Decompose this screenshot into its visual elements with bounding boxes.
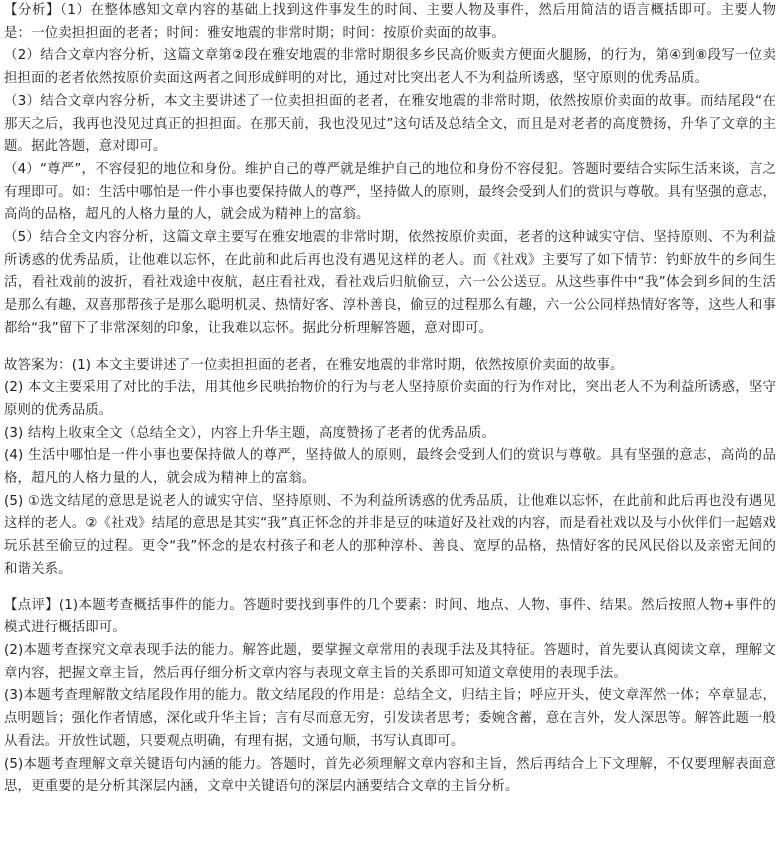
comment-paragraph-1 [4, 595, 776, 640]
section-divider [4, 341, 776, 355]
analysis-text-1: （1）在整体感知文章内容的基础上找到这件事发生的时间、主要人物及事件，然后用简洁的语言概括即可。主要人物是：一位卖担担面的老者；时间：雅安地震的非常时期；时间：按原价卖面的故事。 [4, 3, 776, 41]
answer-paragraph-3: (3) 结构上收束全文（总结全文），内容上升华主题，高度赞扬了老者的优秀品质。 [4, 425, 496, 441]
analysis-section [4, 0, 776, 341]
comment-paragraph-4: (5)本题考查理解文章关键语句内涵的能力。答题时，首先必须理解文章内容和主旨，然后再结合上下文理解，不仅要理解表面意思，更重要的是分析其深层内涵，文章中关键语句的深层内涵要结合文章的主旨分析。 [4, 756, 776, 795]
answer-paragraph-4: (4) 生活中哪怕是一件小事也要保持做人的尊严，坚持做人的原则，最终会受到人们的赏识与尊敬。具有坚强的意志，高尚的品格，超凡的人格力量的人，就会成为精神上的富翁。 [4, 448, 776, 487]
analysis-paragraph-5: （5）结合全文内容分析，这篇文章主要写在雅安地震的非常时期，依然按原价卖面，老者的这种诚实守信、坚持原则、不为利益所诱惑的优秀品质，让他难以忘怀，在此前和此后再也没有遇见这样的老人。而《社戏》主要写了如下情节：钓虾放牛的乡间生活，看社戏前的波折，看社戏途中夜航，赵庄看社戏，看社戏后归航偷豆，六一公公送豆。从这些事件中“我”体会到乡间的生活是那么有趣，双喜那帮孩子是那么聪明机灵、热情好客、淳朴善良，偷豆的过程那么有趣，六一公公同样热情好客等，这些人和事都给“我”留下了非常深刻的印象，让我难以忘怀。据此分析理解答题，意对即可。 [4, 230, 776, 336]
answer-paragraph-1: 故答案为：(1) 本文主要讲述了一位卖担担面的老者，在雅安地震的非常时期，依然按原价卖面的故事。 [4, 357, 624, 373]
comment-text-1: (1)本题考查概括事件的能力。答题时要找到事件的几个要素：时间、地点、人物、事件、结果。然后按照人物+事件的模式进行概括即可。 [4, 597, 776, 636]
analysis-label: 【分析】 [4, 3, 61, 18]
analysis-paragraph-2: （2）结合文章内容分析，这篇文章第②段在雅安地震的非常时期很多乡民高价贩卖方便面火腿肠，的行为，第④到⑧段写一位卖担担面的老者依然按原价卖面这两者之间形成鲜明的对比，通过对比突出老人不为利益所诱惑，坚守原则的优秀品质。 [4, 48, 776, 87]
answer-paragraph-5: (5) ①选文结尾的意思是说老人的诚实守信、坚持原则、不为利益所诱惑的优秀品质，让他难以忘怀，在此前和此后再也没有遇见这样的老人。②《社戏》结尾的意思是其实“我”真正怀念的并非是豆的味道好及社戏的内容，而是看社戏以及与小伙伴们一起嬉戏玩乐甚至偷豆的过程。更令“我”怀念的是农村孩子和老人的那种淳朴、善良、宽厚的品格，热情好客的民风民俗以及亲密无间的和谐关系。 [4, 493, 776, 577]
section-divider [4, 582, 776, 595]
comment-paragraph-3: (3)本题考查理解散文结尾段作用的能力。散文结尾段的作用是：总结全文，归结主旨；呼应开头，使文章浑然一体；卒章显志，点明题旨；强化作者情感，深化或升华主旨；言有尽而意无穷，引发读者思考；委婉含蓄，意在言外，发人深思等。解答此题一般从看法。开放性试题，只要观点明确，有理有据，文通句顺，书写认真即可。 [4, 688, 776, 749]
answer-paragraph-2: (2) 本文主要采用了对比的手法，用其他乡民哄抬物价的行为与老人坚持原价卖面的行为作对比，突出老人不为利益所诱惑，坚守原则的优秀品质。 [4, 380, 776, 418]
comment-section [4, 595, 776, 799]
comment-label: 【点评】 [4, 597, 59, 613]
analysis-paragraph-1 [4, 0, 776, 45]
comment-paragraph-2: (2)本题考查探究文章表现手法的能力。解答此题，要掌握文章常用的表现手法及其特征。答题时，首先要认真阅读文章，理解文章内容，把握文章主旨，然后再仔细分析文章内容与表现文章主旨的关系即可知道文章使用的表现手法。 [4, 642, 776, 681]
analysis-paragraph-4: （4）“尊严”，不容侵犯的地位和身份。维护自己的尊严就是维护自己的地位和身份不容侵犯。答题时要结合实际生活来谈，言之有理即可。如：生活中哪怕是一件小事也要保持做人的尊严，坚持做人的原则，最终会受到人们的赏识与尊敬。具有坚强的意志，高尚的品格，超凡的人格力量的人，就会成为精神上的富翁。 [4, 161, 776, 223]
answer-section [4, 355, 776, 582]
analysis-paragraph-3: （3）结合文章内容分析，本文主要讲述了一位卖担担面的老者，在雅安地震的非常时期，依然按原价卖面的故事。而结尾段“在那天之后，我再也没见过真正的担担面。在那天前，我也没见过”这句话及总结全文，而且是对老者的高度赞扬，升华了文章的主题。据此答题，意对即可。 [4, 93, 776, 155]
